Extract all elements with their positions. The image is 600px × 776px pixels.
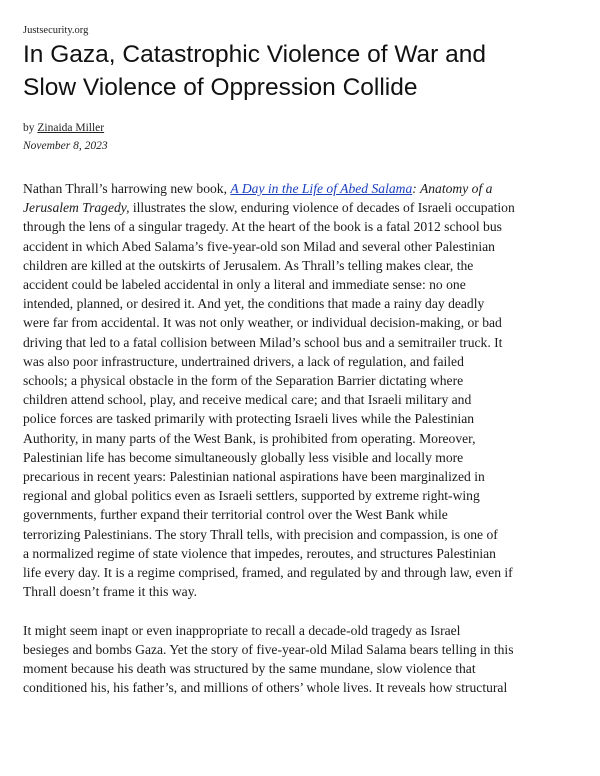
body-line: were far from accidental. It was not only weather, or individual decision-making, or bad [23, 315, 502, 331]
body-line [23, 198, 583, 217]
body-line: governments, further expand their territorial control over the West Bank while [23, 507, 448, 523]
paragraph-2-lines [23, 621, 583, 698]
body-line: accident in which Abed Salama’s five-year-old son Milad and several other Palestinian [23, 238, 495, 254]
body-line [23, 179, 583, 198]
byline-prefix: by [23, 122, 35, 134]
body-line: regional and global politics even as Israeli settlers, supported by extreme right-wing [23, 488, 480, 504]
title-line: Slow Violence of Oppression Collide [23, 74, 418, 101]
body-line: Thrall doesn’t frame it this way. [23, 584, 198, 600]
author-link[interactable]: Zinaida Miller [37, 122, 105, 134]
body-line: Palestinian life has become simultaneously globally less visible and locally more [23, 449, 464, 465]
body-line: life every day. It is a regime comprised, framed, and regulated by and through law, even if [23, 565, 513, 581]
article-title [23, 38, 583, 104]
body-line: was also poor infrastructure, undertrained drivers, a lack of regulation, and failed [23, 353, 464, 369]
body-line: Authority, in many parts of the West Bank, is prohibited from operating. Moreover, [23, 430, 476, 446]
book-title-link[interactable]: A Day in the Life of Abed Salama [230, 181, 413, 196]
body-line: schools; a physical obstacle in the form of the Separation Barrier dictating where [23, 373, 464, 389]
body-line: children are killed at the outskirts of Jerusalem. As Thrall’s telling makes clear, the [23, 257, 474, 273]
article-body [23, 179, 583, 717]
body-line: moment because his death was structured by the same mundane, slow violence that [23, 661, 476, 677]
paragraph-2 [23, 621, 583, 698]
publish-date: November 8, 2023 [23, 140, 108, 152]
book-subtitle-cont: Jerusalem Tragedy, [23, 200, 130, 216]
body-line: through the lens of a singular tragedy. At the heart of the book is a fatal 2012 school bus [23, 219, 502, 235]
body-line: precarious in recent years: Palestinian national aspirations have been marginalized in [23, 469, 485, 485]
body-line: a normalized regime of state violence that impedes, reroutes, and structures Palestinian [23, 545, 496, 561]
book-subtitle: : Anatomy of a [412, 181, 493, 196]
title-line: In Gaza, Catastrophic Violence of War and [23, 41, 487, 68]
body-line: conditioned his, his father’s, and millions of others’ whole lives. It reveals how structural [23, 680, 508, 696]
intro-text: Nathan Thrall’s harrowing new book, [23, 181, 231, 196]
body-line: accident could be labeled accidental in only a literal and immediate sense: no one [23, 277, 466, 293]
body-line: It might seem inapt or even inappropriate to recall a decade-old tragedy as Israel [23, 622, 461, 638]
paragraph-1-lines [23, 217, 583, 601]
site-name: Justsecurity.org [23, 25, 89, 36]
body-line: police forces are tasked primarily with protecting Israeli lives while the Palestinian [23, 411, 475, 427]
body-line: driving that led to a fatal collision between Milad’s school bus and a semitrailer truck. It [23, 334, 503, 350]
body-text: illustrates the slow, enduring violence of decades of Israeli occupation [129, 200, 515, 216]
body-line: children attend school, play, and receive medical care; and that Israeli military and [23, 392, 472, 408]
paragraph-1 [23, 179, 583, 601]
body-line: terrorizing Palestinians. The story Thrall tells, with precision and compassion, is one of [23, 526, 498, 542]
body-line: intended, planned, or desired it. And yet, the conditions that made a rainy day deadly [23, 296, 485, 312]
byline [23, 122, 104, 134]
body-line: besieges and bombs Gaza. Yet the story of five-year-old Milad Salama bears telling in this [23, 641, 514, 657]
